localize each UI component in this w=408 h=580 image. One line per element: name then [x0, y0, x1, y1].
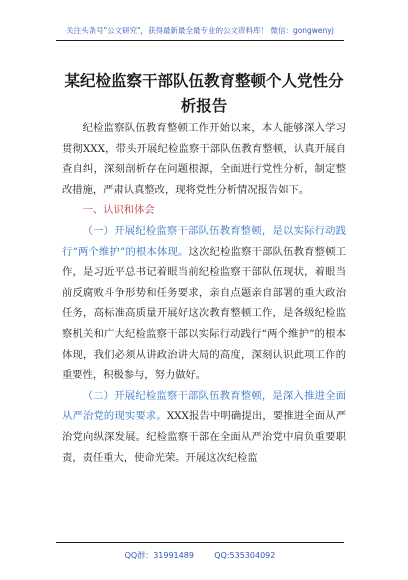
paragraph-2-body: XXX报告中明确提出，要推进全面从严治党向纵深发展。纪检监察干部在全面从严治党中肩负重要职责，责任重大，使命光荣。开展这次纪检监: [62, 410, 347, 464]
paragraph-1: [62, 221, 346, 386]
document-title: 某纪检监察干部队伍教育整顿个人党性分析报告: [64, 71, 344, 115]
paragraph-1-body: 这次纪检监察干部队伍教育整顿工作，是习近平总书记着眼当前纪检监察干部队伍现状，着眼当前反腐败斗争形势和任务要求，亲自点题亲自部署的重大政治任务，高标准高质量开展好这次教育整顿工作，是各级纪检监察机关和广大纪检监察干部以实际行动践行“两个维护”的根本体现，我们必须从讲政治讲大局的高度，深刻认识此项工作的重要性，积极参与，努力做好。: [62, 245, 346, 382]
footer-divider: [56, 542, 344, 543]
paragraph-2: [62, 386, 346, 468]
intro-paragraph: 纪检监察队伍教育整顿工作开始以来，本人能够深入学习贯彻XXX，带头开展纪检监察干部队伍教育整顿，认真开展自查自纠，深刻剖析存在问题根源，全面进行党性分析，制定整改措施，严肃认真整改，现将党性分析情况报告如下。: [62, 122, 346, 196]
paragraph-2-lead: （二）开展纪检监察干部队伍教育整顿，是深入推进全面从严治党的现实要求。: [62, 389, 346, 423]
paragraph-1-lead: （一）开展纪检监察干部队伍教育整顿，是以实际行动践行“两个维护”的根本体现。: [62, 224, 346, 258]
header-banner: 关注头条号"公文研究"，获得最新最全最专业的公文资料库！ 微信：gongwenyj: [66, 26, 334, 35]
page-footer: [56, 542, 344, 570]
header-divider: [56, 40, 344, 41]
footer-contact: QQ群：31991489 QQ:535304092: [124, 551, 276, 560]
section-heading: 一、认识和体会: [82, 204, 155, 217]
document-body: [62, 118, 346, 468]
